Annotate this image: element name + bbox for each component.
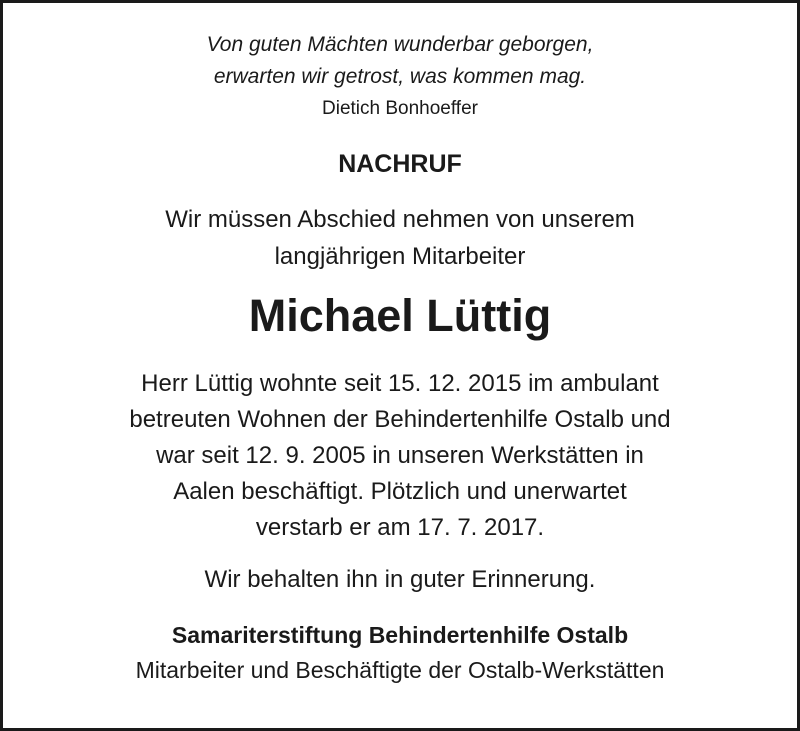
body-line: betreuten Wohnen der Behindertenhilfe Ostalb und	[129, 406, 671, 433]
deceased-name: Michael Lüttig	[248, 290, 552, 341]
intro-line: Wir müssen Abschied nehmen von unserem	[165, 206, 635, 233]
closing-line: Wir behalten ihn in guter Erinnerung.	[204, 566, 596, 593]
body-line: Aalen beschäftigt. Plötzlich und unerwartet	[173, 478, 627, 505]
notice-heading: NACHRUF	[338, 150, 462, 178]
epigraph-author: Dietich Bonhoeffer	[322, 98, 478, 119]
epigraph-line: erwarten wir getrost, was kommen mag.	[213, 65, 587, 88]
signature-organization: Samariterstiftung Behindertenhilfe Ostalb	[171, 622, 629, 648]
epigraph-line: Von guten Mächten wunderbar geborgen,	[206, 33, 594, 56]
signature-subtitle: Mitarbeiter und Beschäftigte der Ostalb-Werkstätten	[135, 657, 665, 683]
body-line: verstarb er am 17. 7. 2017.	[255, 514, 545, 541]
intro-line: langjährigen Mitarbeiter	[274, 243, 526, 270]
body-line: Herr Lüttig wohnte seit 15. 12. 2015 im ambulant	[141, 370, 659, 397]
body-line: war seit 12. 9. 2005 in unseren Werkstätten in	[156, 442, 644, 469]
